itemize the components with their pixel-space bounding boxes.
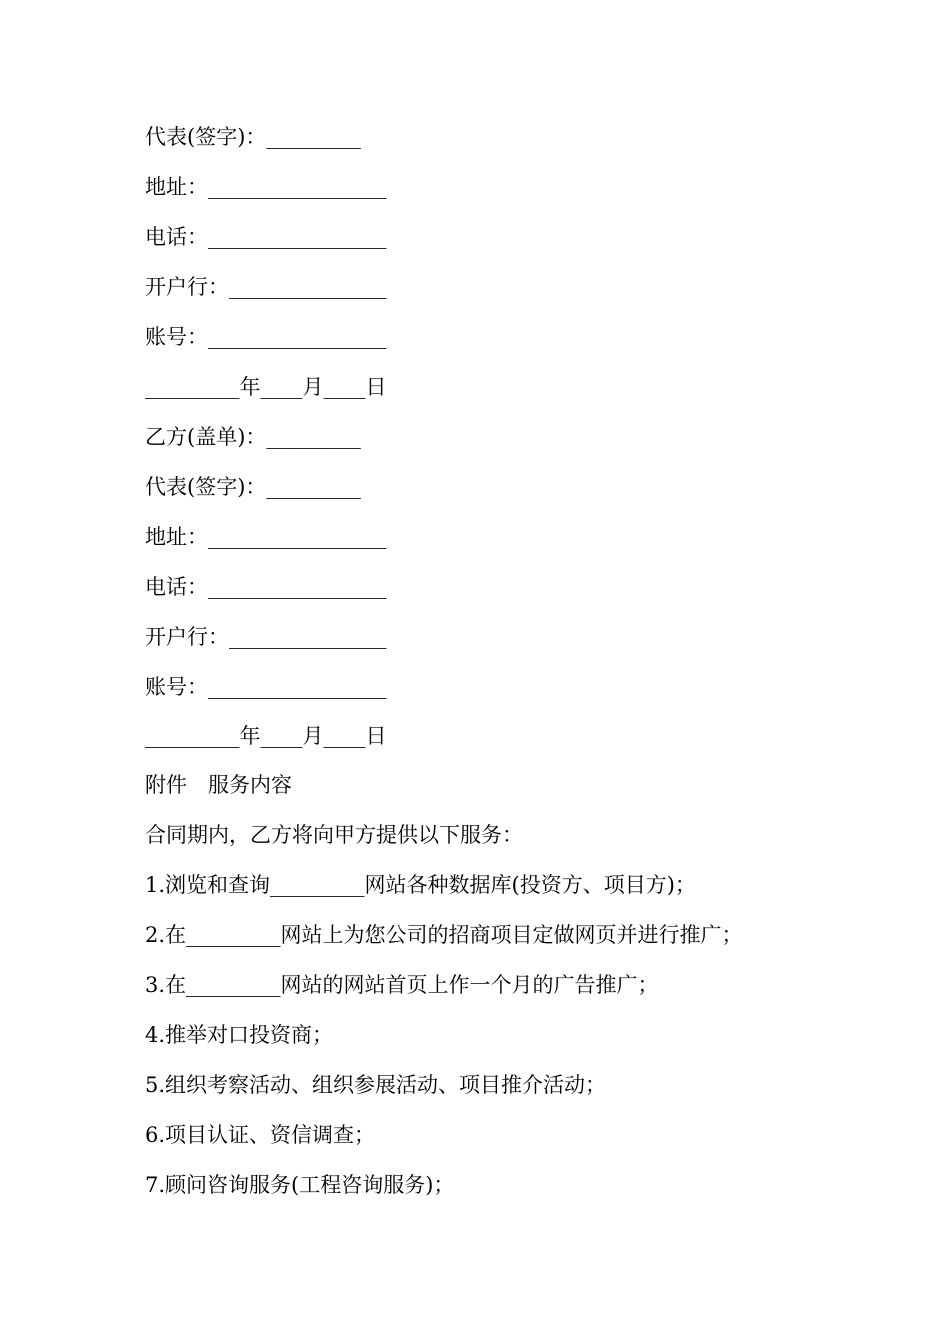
bank-line-a: 开户行：_______________ <box>145 275 387 299</box>
account-line-b: 账号：_________________ <box>145 675 387 699</box>
representative-signature-line-b: 代表(签字)：_________ <box>145 475 361 499</box>
service-item-2: 2.在_________网站上为您公司的招商项目定做网页并进行推广； <box>145 923 743 947</box>
date-line-b: _________年____月____日 <box>145 724 387 748</box>
service-item-6: 6.项目认证、资信调查； <box>145 1123 376 1147</box>
party-b-seal-line: 乙方(盖单)：_________ <box>145 425 361 449</box>
attachment-heading: 附件 服务内容 <box>145 773 292 797</box>
service-item-3: 3.在_________网站的网站首页上作一个月的广告推广； <box>145 973 659 997</box>
representative-signature-line-a: 代表(签字)：_________ <box>145 125 361 149</box>
service-item-5: 5.组织考察活动、组织参展活动、项目推介活动； <box>145 1073 607 1097</box>
address-line-a: 地址：_________________ <box>145 175 387 199</box>
date-line-a: _________年____月____日 <box>145 375 387 399</box>
bank-line-b: 开户行：_______________ <box>145 625 387 649</box>
service-item-1: 1.浏览和查询_________网站各种数据库(投资方、项目方)； <box>145 873 696 897</box>
service-item-4: 4.推举对口投资商； <box>145 1023 334 1047</box>
services-intro: 合同期内，乙方将向甲方提供以下服务： <box>145 823 523 847</box>
phone-line-a: 电话：_________________ <box>145 225 387 249</box>
phone-line-b: 电话：_________________ <box>145 575 387 599</box>
address-line-b: 地址：_________________ <box>145 525 387 549</box>
account-line-a: 账号：_________________ <box>145 325 387 349</box>
service-item-7: 7.顾问咨询服务(工程咨询服务)； <box>145 1173 455 1197</box>
